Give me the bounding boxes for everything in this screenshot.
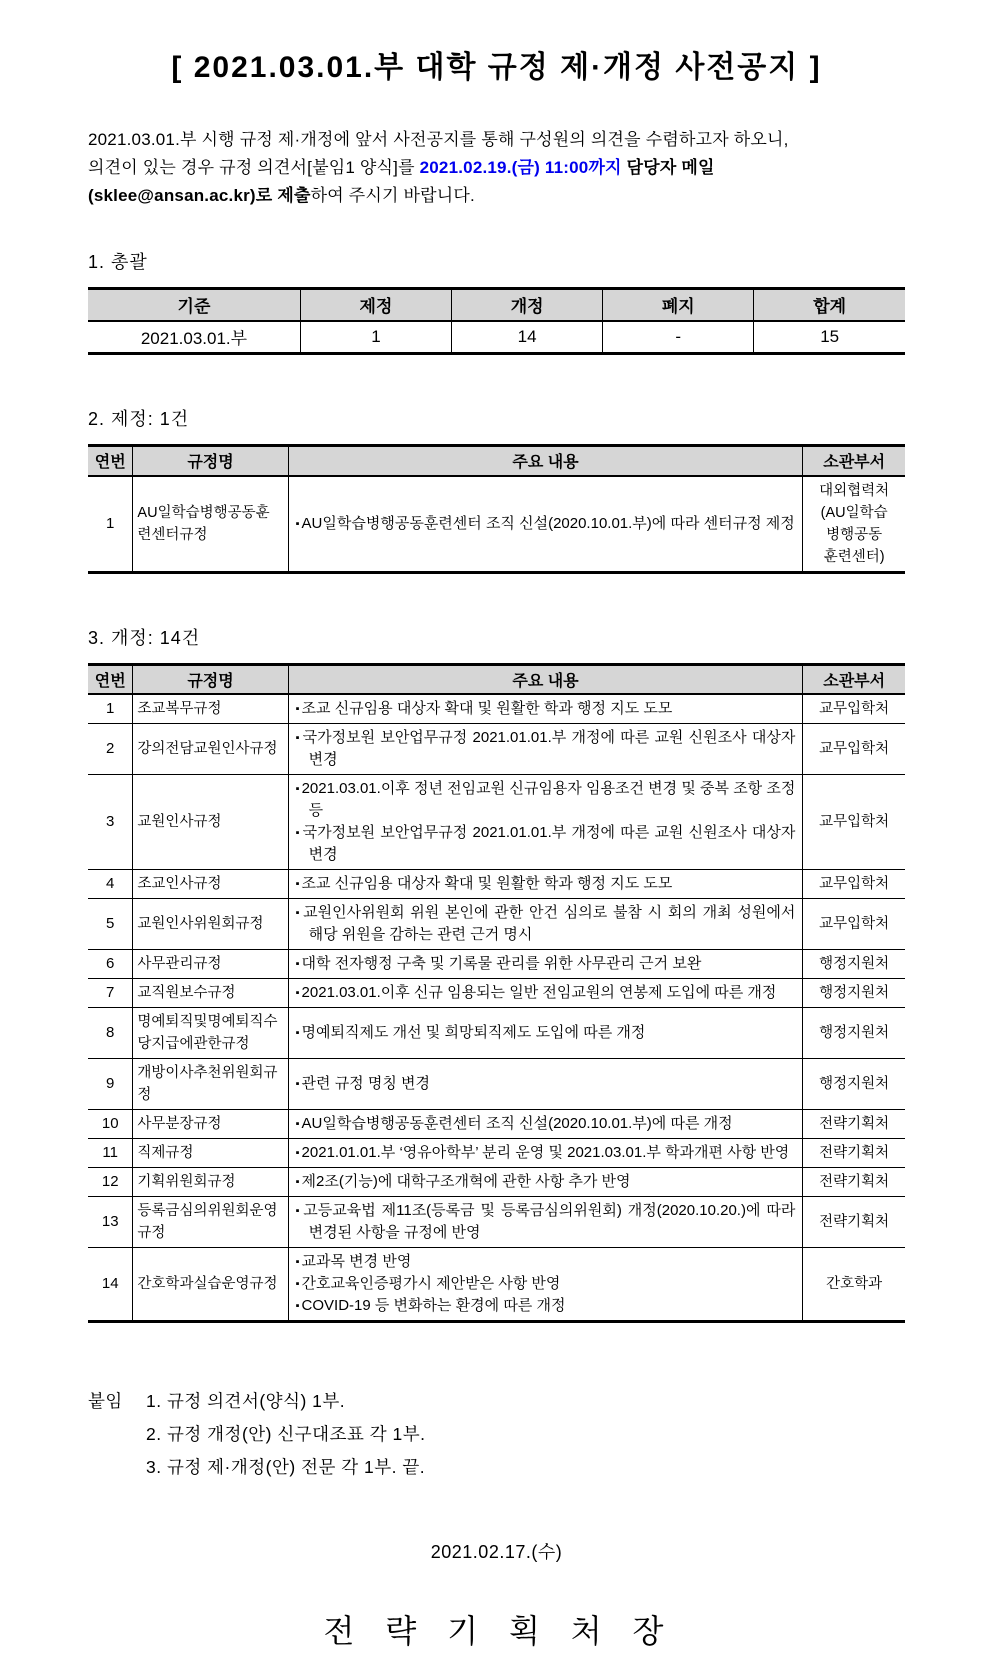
- bullet-icon: ▪: [295, 703, 300, 715]
- regulation-name: 조교인사규정: [133, 870, 288, 899]
- enactment-table: [88, 444, 905, 574]
- regulation-contents: [288, 1168, 803, 1197]
- table-row: [88, 979, 905, 1008]
- amendment-table-header-row: [88, 664, 905, 694]
- regulation-name: 등록금심의위원회운영규정: [133, 1197, 288, 1248]
- summary-cell: 14: [452, 321, 603, 354]
- bullet-icon: ▪: [295, 783, 300, 795]
- enactment-table-header-row: [88, 446, 905, 476]
- regulation-dept: 교무입학처: [803, 694, 905, 724]
- bullet-icon: ▪: [295, 1205, 302, 1217]
- table-row: [88, 1059, 905, 1110]
- regulation-no: 4: [88, 870, 133, 899]
- column-header: 합계: [754, 289, 905, 321]
- column-header: 연번: [88, 446, 133, 476]
- bullet-icon: ▪: [295, 1027, 300, 1039]
- intro-text: 의견이 있는 경우 규정 의견서[붙임1 양식]를: [88, 158, 420, 177]
- bullet-icon: ▪: [295, 1278, 300, 1290]
- summary-cell: 1: [300, 321, 451, 354]
- regulation-content: ▪ 관련 규정 명칭 변경: [295, 1075, 430, 1092]
- table-row: [88, 1168, 905, 1197]
- regulation-content: ▪ 국가정보원 보안업무규정 2021.01.01.부 개정에 따른 교원 신원조사 대상자 변경: [295, 824, 796, 863]
- regulation-name: 간호학과실습운영규정: [133, 1248, 288, 1322]
- bullet-icon: ▪: [295, 732, 301, 744]
- column-header: 주요 내용: [288, 446, 803, 476]
- regulation-dept: 행정지원처: [803, 1059, 905, 1110]
- regulation-name: 기획위원회규정: [133, 1168, 288, 1197]
- regulation-contents: [288, 1139, 803, 1168]
- page-title: [ 2021.03.01.부 대학 규정 제·개정 사전공지 ]: [171, 51, 822, 84]
- bullet-icon: ▪: [295, 1256, 300, 1268]
- regulation-name: 사무분장규정: [133, 1110, 288, 1139]
- table-row: [88, 1197, 905, 1248]
- signature: 전 략 기 획 처 장: [323, 1613, 670, 1649]
- intro-line: [88, 154, 905, 182]
- table-row: [88, 775, 905, 870]
- table-row: [88, 476, 905, 573]
- intro-text: 하여 주시기 바랍니다.: [310, 186, 475, 205]
- intro-text: 담당자 메일: [626, 158, 715, 177]
- summary-table-header-row: [88, 289, 905, 321]
- regulation-contents: [288, 476, 803, 573]
- regulation-content: ▪ 2021.01.01.부 ‘영유아학부’ 분리 운영 및 2021.03.01.부 학과개편 사항 반영: [295, 1144, 790, 1161]
- table-row: [88, 724, 905, 775]
- bullet-icon: ▪: [295, 1118, 300, 1130]
- attachment-item: 1. 규정 의견서(양식) 1부.: [146, 1391, 346, 1411]
- regulation-no: 13: [88, 1197, 133, 1248]
- regulation-content: ▪ 조교 신규임용 대상자 확대 및 원활한 학과 행정 지도 도모: [295, 700, 673, 717]
- regulation-content: ▪ 교원인사위원회 위원 본인에 관한 안건 심의로 불참 시 회의 개최 성원에서 해당 위원을 감하는 관련 근거 명시: [295, 904, 796, 943]
- regulation-dept: 전략기획처: [803, 1110, 905, 1139]
- column-header: 연번: [88, 664, 133, 694]
- regulation-name: 조교복무규정: [133, 694, 288, 724]
- column-header: 개정: [452, 289, 603, 321]
- bullet-icon: ▪: [295, 878, 300, 890]
- regulation-dept: 행정지원처: [803, 979, 905, 1008]
- regulation-contents: [288, 950, 803, 979]
- attachments-list: [146, 1385, 426, 1484]
- regulation-name: 교원인사위원회규정: [133, 899, 288, 950]
- regulation-content: ▪ 제2조(기능)에 대학구조개혁에 관한 사항 추가 반영: [295, 1173, 631, 1190]
- bullet-icon: ▪: [295, 1300, 300, 1312]
- attachment-item: 2. 규정 개정(안) 신구대조표 각 1부.: [146, 1424, 426, 1444]
- regulation-name: 개방이사추천위원회규정: [133, 1059, 288, 1110]
- section-amendment: [88, 624, 905, 1324]
- section-1-heading: 1. 총괄: [88, 252, 148, 272]
- regulation-content: ▪ 고등교육법 제11조(등록금 및 등록금심의위원회) 개정(2020.10.20.)에 따라 변경된 사항을 규정에 반영: [295, 1202, 796, 1241]
- column-header: 기준: [88, 289, 300, 321]
- amendment-table: [88, 663, 905, 1324]
- table-row: [88, 1248, 905, 1322]
- regulation-name: 강의전담교원인사규정: [133, 724, 288, 775]
- table-row: [88, 321, 905, 354]
- table-row: [88, 1139, 905, 1168]
- regulation-dept: 전략기획처: [803, 1197, 905, 1248]
- bullet-icon: ▪: [295, 987, 300, 999]
- regulation-content: ▪ 조교 신규임용 대상자 확대 및 원활한 학과 행정 지도 도모: [295, 875, 673, 892]
- column-header: 소관부서: [803, 446, 905, 476]
- intro-paragraph: [88, 126, 905, 210]
- regulation-contents: [288, 775, 803, 870]
- table-row: [88, 870, 905, 899]
- table-row: [88, 899, 905, 950]
- regulation-no: 1: [88, 694, 133, 724]
- regulation-no: 9: [88, 1059, 133, 1110]
- intro-line: [88, 182, 905, 210]
- regulation-content: ▪ 국가정보원 보안업무규정 2021.01.01.부 개정에 따른 교원 신원조사 대상자 변경: [295, 729, 796, 768]
- regulation-dept: 간호학과: [803, 1248, 905, 1322]
- regulation-content: ▪ 교과목 변경 반영: [295, 1253, 412, 1270]
- summary-cell: 2021.03.01.부: [88, 321, 300, 354]
- intro-line: [88, 126, 905, 154]
- regulation-content: ▪ 2021.03.01.이후 정년 전임교원 신규임용자 임용조건 변경 및 중복 조항 조정 등: [295, 780, 796, 819]
- bullet-icon: ▪: [295, 827, 301, 839]
- column-header: 주요 내용: [288, 664, 803, 694]
- regulation-content: ▪ AU일학습병행공동훈련센터 조직 신설(2020.10.01.부)에 따라 센터규정 제정: [295, 514, 795, 532]
- regulation-contents: [288, 979, 803, 1008]
- regulation-dept: 행정지원처: [803, 950, 905, 979]
- bullet-icon: ▪: [295, 1176, 300, 1188]
- regulation-contents: [288, 1248, 803, 1322]
- table-row: [88, 694, 905, 724]
- regulation-name: 교원인사규정: [133, 775, 288, 870]
- regulation-no: 14: [88, 1248, 133, 1322]
- regulation-name: 사무관리규정: [133, 950, 288, 979]
- regulation-dept: 교무입학처: [803, 870, 905, 899]
- table-row: [88, 1110, 905, 1139]
- regulation-dept: 전략기획처: [803, 1139, 905, 1168]
- bullet-icon: ▪: [295, 907, 302, 919]
- attachments-label: 붙임: [88, 1391, 123, 1411]
- regulation-contents: [288, 694, 803, 724]
- column-header: 규정명: [133, 664, 288, 694]
- bullet-icon: ▪: [295, 1078, 300, 1090]
- regulation-content: ▪ 간호교육인증평가시 제안받은 사항 반영: [295, 1275, 561, 1292]
- regulation-dept: 교무입학처: [803, 724, 905, 775]
- section-2-heading: 2. 제정: 1건: [88, 409, 190, 429]
- regulation-content: ▪ 대학 전자행정 구축 및 기록물 관리를 위한 사무관리 근거 보완: [295, 955, 702, 972]
- regulation-dept: 전략기획처: [803, 1168, 905, 1197]
- regulation-no: 12: [88, 1168, 133, 1197]
- regulation-name: 명예퇴직및명예퇴직수당지급에관한규정: [133, 1008, 288, 1059]
- regulation-dept: 행정지원처: [803, 1008, 905, 1059]
- regulation-no: 7: [88, 979, 133, 1008]
- summary-cell: -: [603, 321, 754, 354]
- regulation-no: 11: [88, 1139, 133, 1168]
- bullet-icon: ▪: [295, 1147, 300, 1159]
- regulation-contents: [288, 1197, 803, 1248]
- regulation-dept: 대외협력처 (AU일학습 병행공동 훈련센터): [803, 476, 905, 573]
- doc-date: 2021.02.17.(수): [430, 1542, 563, 1562]
- table-row: [88, 1008, 905, 1059]
- column-header: 폐지: [603, 289, 754, 321]
- regulation-contents: [288, 899, 803, 950]
- column-header: 소관부서: [803, 664, 905, 694]
- regulation-contents: [288, 724, 803, 775]
- column-header: 규정명: [133, 446, 288, 476]
- summary-cell: 15: [754, 321, 905, 354]
- table-row: [88, 950, 905, 979]
- regulation-name: 직제규정: [133, 1139, 288, 1168]
- column-header: 제정: [300, 289, 451, 321]
- intro-text: 2021.02.19.(금) 11:00까지: [419, 158, 622, 177]
- section-overview: [88, 248, 905, 355]
- regulation-content: ▪ 명예퇴직제도 개선 및 희망퇴직제도 도입에 따른 개정: [295, 1024, 646, 1041]
- regulation-no: 5: [88, 899, 133, 950]
- regulation-name: 교직원보수규정: [133, 979, 288, 1008]
- regulation-no: 6: [88, 950, 133, 979]
- regulation-dept: 교무입학처: [803, 775, 905, 870]
- attachment-item: 3. 규정 제·개정(안) 전문 각 1부. 끝.: [146, 1457, 426, 1477]
- regulation-content: ▪ 2021.03.01.이후 신규 임용되는 일반 전임교원의 연봉제 도입에 따른 개정: [295, 984, 777, 1001]
- regulation-dept: 교무입학처: [803, 899, 905, 950]
- intro-text: 2021.03.01.부 시행 규정 제·개정에 앞서 사전공지를 통해 구성원의 의견을 수렴하고자 하오니,: [88, 130, 789, 149]
- regulation-no: 1: [88, 476, 133, 573]
- bullet-icon: ▪: [295, 517, 300, 530]
- regulation-no: 2: [88, 724, 133, 775]
- attachments: [88, 1385, 905, 1484]
- regulation-contents: [288, 1110, 803, 1139]
- intro-text: (sklee@ansan.ac.kr)로 제출: [88, 186, 311, 205]
- regulation-no: 8: [88, 1008, 133, 1059]
- regulation-contents: [288, 1059, 803, 1110]
- regulation-content: ▪ AU일학습병행공동훈련센터 조직 신설(2020.10.01.부)에 따른 개정: [295, 1115, 733, 1132]
- section-enactment: [88, 405, 905, 574]
- section-3-heading: 3. 개정: 14건: [88, 627, 201, 648]
- regulation-no: 10: [88, 1110, 133, 1139]
- bullet-icon: ▪: [295, 958, 300, 970]
- regulation-name: AU일학습병행공동훈련센터규정: [133, 476, 288, 573]
- regulation-content: ▪ COVID-19 등 변화하는 환경에 따른 개정: [295, 1297, 566, 1314]
- regulation-no: 3: [88, 775, 133, 870]
- regulation-contents: [288, 1008, 803, 1059]
- regulation-contents: [288, 870, 803, 899]
- summary-table: [88, 287, 905, 355]
